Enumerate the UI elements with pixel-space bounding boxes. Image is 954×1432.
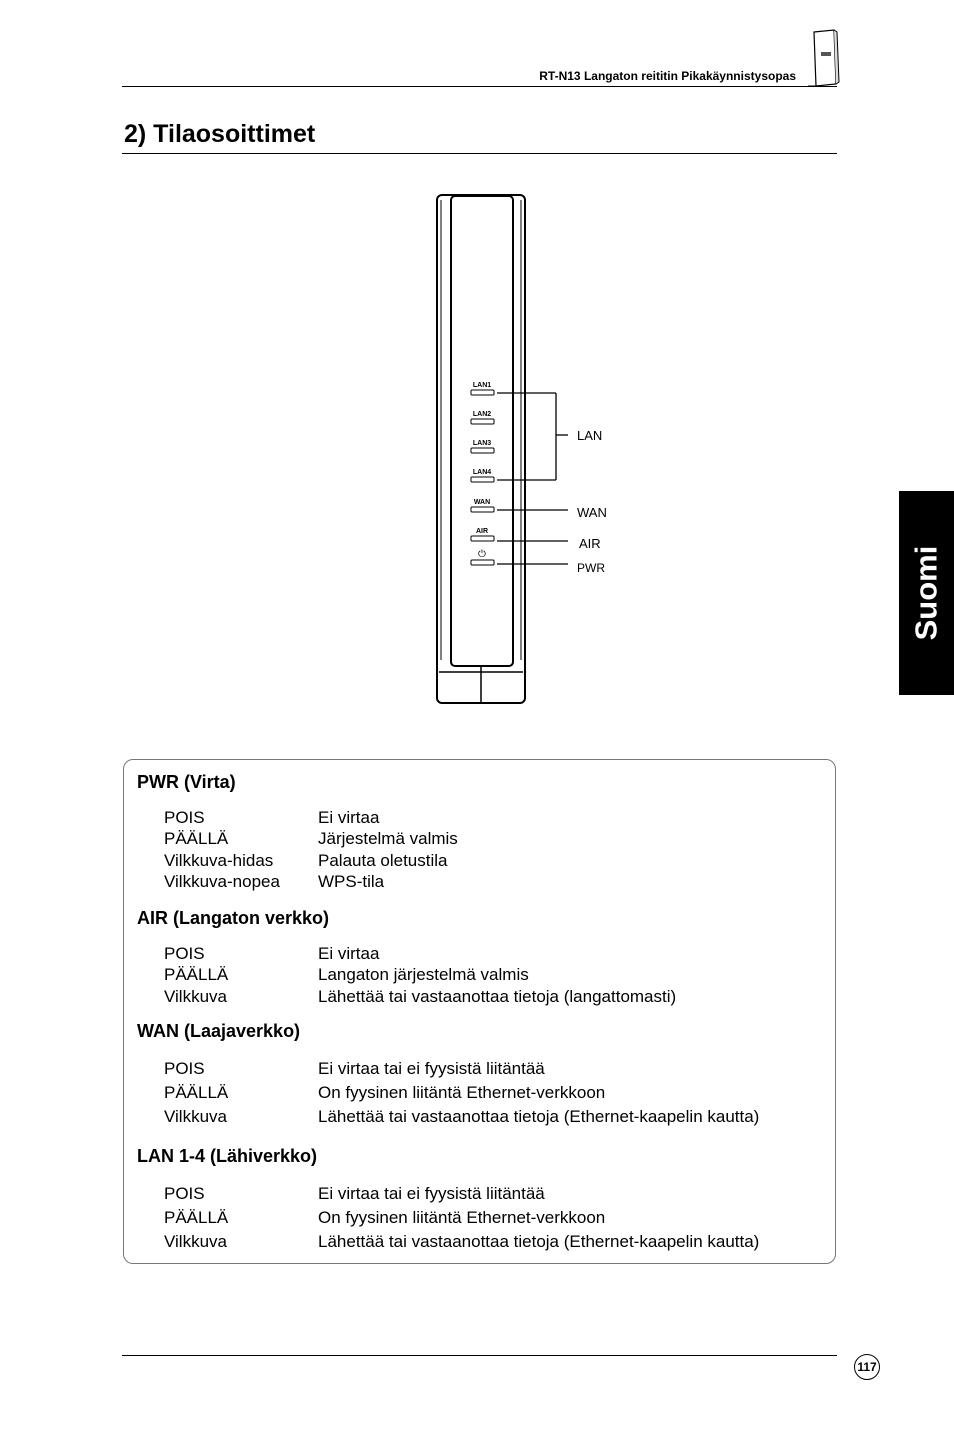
led-lan1 (471, 382, 494, 395)
status-description: On fyysinen liitäntä Ethernet-verkkoon (318, 1083, 606, 1102)
status-description: Ei virtaa tai ei fyysistä liitäntää (318, 1059, 545, 1078)
status-description: Lähettää tai vastaanottaa tietoja (langattomasti) (318, 987, 677, 1006)
group-title-air: AIR (Langaton verkko) (137, 908, 330, 928)
callout-wan: WAN (577, 505, 607, 520)
status-description: Ei virtaa (318, 808, 380, 827)
status-state: Vilkkuva (164, 1107, 227, 1126)
led-indicator-wan (471, 507, 494, 512)
led-status-panel (123, 759, 836, 1264)
led-indicator-air (471, 536, 494, 541)
page-number: 117 (854, 1354, 880, 1380)
status-state: POIS (164, 1184, 205, 1203)
status-state: Vilkkuva-nopea (164, 872, 280, 891)
status-state: PÄÄLLÄ (164, 1083, 229, 1102)
led-lan2 (471, 411, 494, 424)
status-description: Langaton järjestelmä valmis (318, 965, 529, 984)
led-label-wan: WAN (473, 499, 491, 506)
status-state: POIS (164, 808, 205, 827)
led-indicator-lan1 (471, 390, 494, 395)
header-title: RT-N13 Langaton reititin Pikakäynnistysopas (539, 69, 796, 83)
led-indicator-lan2 (471, 419, 494, 424)
status-state: POIS (164, 1059, 205, 1078)
status-description: On fyysinen liitäntä Ethernet-verkkoon (318, 1208, 606, 1227)
group-title-wan: WAN (Laajaverkko) (137, 1021, 301, 1041)
callout-lan: LAN (577, 428, 603, 443)
led-label-lan2: LAN2 (472, 411, 492, 418)
led-indicator-lan3 (471, 448, 494, 453)
status-state: PÄÄLLÄ (164, 965, 229, 984)
status-state: POIS (164, 944, 205, 963)
led-label-lan3: LAN3 (472, 440, 492, 447)
status-description: Lähettää tai vastaanottaa tietoja (Ethernet-kaapelin kautta) (318, 1107, 760, 1126)
status-description: Palauta oletustila (318, 851, 448, 870)
group-title-pwr: PWR (Virta) (137, 772, 236, 792)
status-state: Vilkkuva (164, 1232, 227, 1251)
language-side-tab-label: Suomi (908, 545, 944, 641)
callout-air: AIR (579, 536, 601, 551)
status-description: Lähettää tai vastaanottaa tietoja (Ethernet-kaapelin kautta) (318, 1232, 760, 1251)
status-state: Vilkkuva (164, 987, 227, 1006)
footer-divider (122, 1355, 837, 1356)
status-description: WPS-tila (318, 872, 385, 891)
status-description: Ei virtaa tai ei fyysistä liitäntää (318, 1184, 545, 1203)
status-state: PÄÄLLÄ (164, 1208, 229, 1227)
status-description: Ei virtaa (318, 944, 380, 963)
led-label-lan1: LAN1 (472, 382, 492, 389)
callout-pwr: PWR (577, 561, 605, 575)
led-indicator-lan4 (471, 477, 494, 482)
led-lan4 (471, 469, 494, 482)
status-state: PÄÄLLÄ (164, 829, 229, 848)
led-indicator-pwr (471, 560, 494, 565)
status-state: Vilkkuva-hidas (164, 851, 274, 870)
status-description: Järjestelmä valmis (318, 829, 458, 848)
section-heading: 2) Tilaosoittimet (124, 120, 316, 148)
led-label-air: AIR (475, 528, 489, 535)
led-label-lan4: LAN4 (472, 469, 492, 476)
group-title-lan: LAN 1-4 (Lähiverkko) (137, 1146, 318, 1166)
led-lan3 (471, 440, 494, 453)
power-icon: ⏻ (478, 549, 486, 560)
